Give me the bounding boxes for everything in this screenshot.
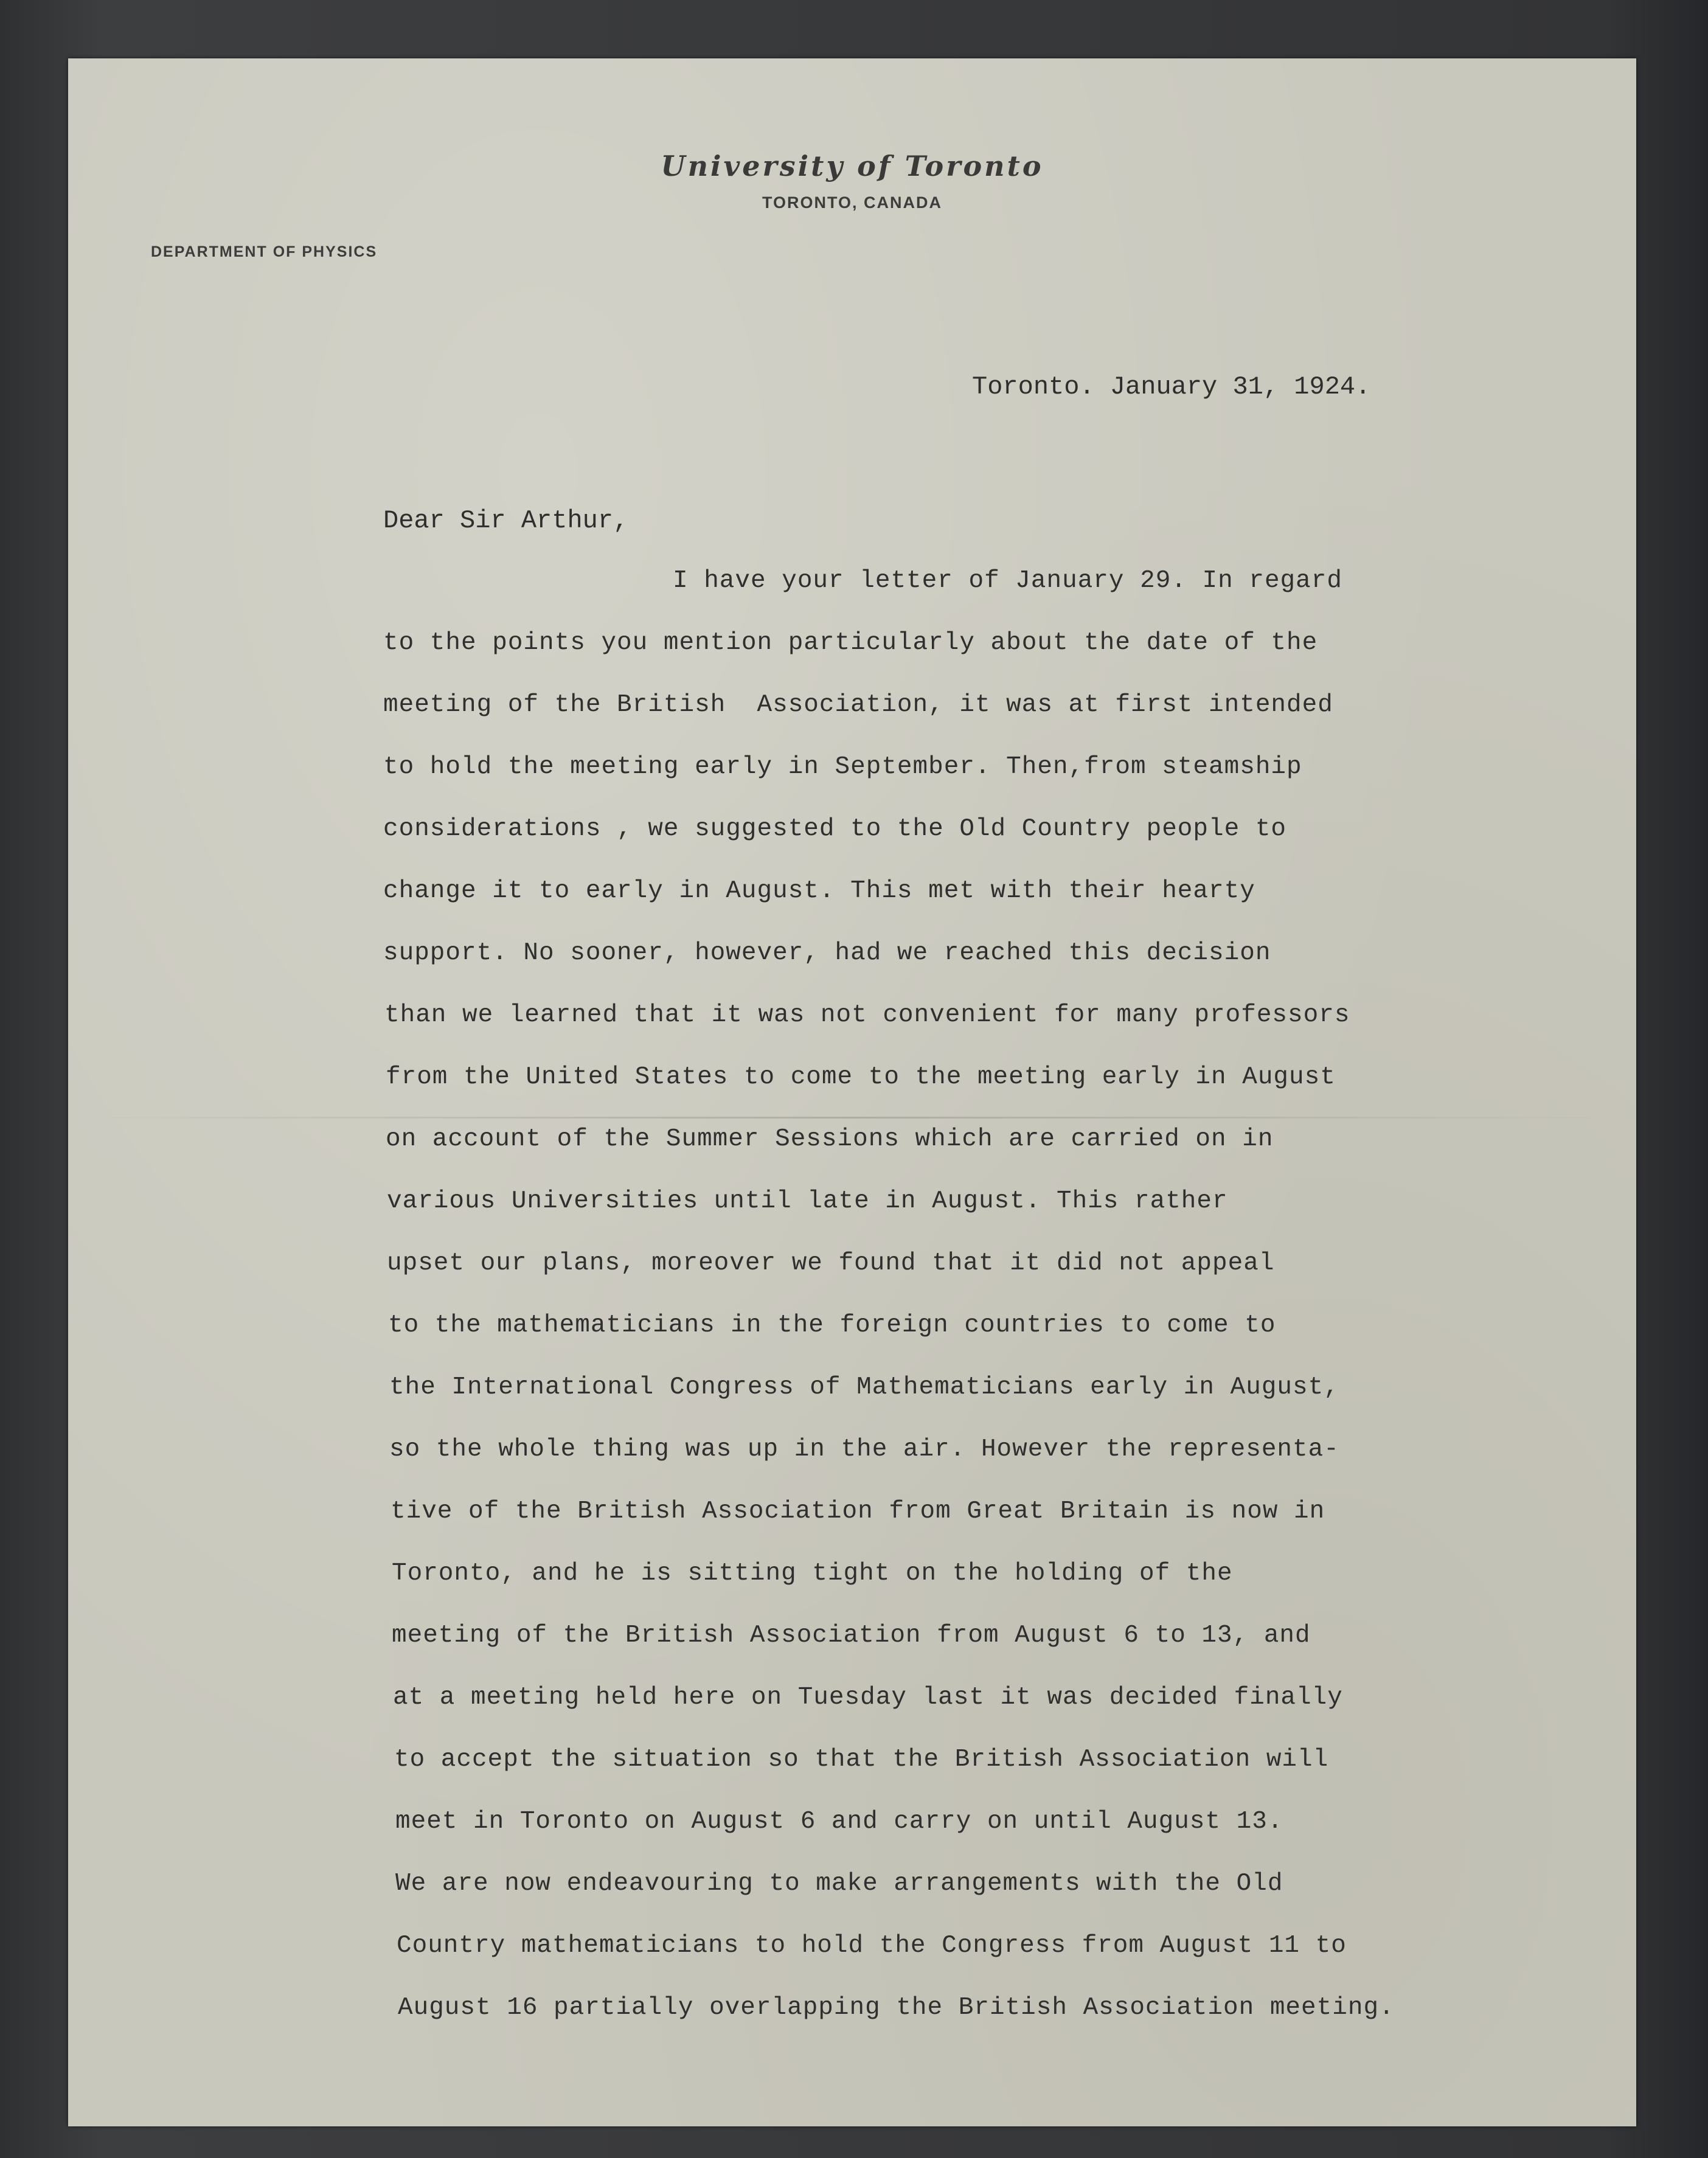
body-line: Toronto, and he is sitting tight on the holding of the — [392, 1560, 1233, 1587]
body-line: so the whole thing was up in the air. However the representa- — [389, 1435, 1339, 1463]
body-line: We are now endeavouring to make arrangements with the Old — [395, 1870, 1283, 1898]
letter-dateline: Toronto. January 31, 1924. — [972, 372, 1371, 401]
body-line: various Universities until late in August. This rather — [387, 1187, 1228, 1215]
body-line: tive of the British Association from Great Britain is now in — [391, 1497, 1325, 1525]
body-line: I have your letter of January 29. In regard — [673, 567, 1342, 595]
body-line: support. No sooner, however, had we reached this decision — [383, 939, 1271, 967]
letterhead-department: DEPARTMENT OF PHYSICS — [151, 243, 378, 260]
body-line: than we learned that it was not convenient for many professors — [384, 1001, 1350, 1029]
body-line: to hold the meeting early in September. Then,from steamship — [383, 753, 1302, 781]
letterhead-location: TORONTO, CANADA — [762, 193, 942, 212]
letter-salutation: Dear Sir Arthur, — [383, 506, 629, 535]
paper-fold-line — [68, 1117, 1636, 1119]
letter-sheet — [68, 58, 1636, 2126]
body-line: from the United States to come to the meeting early in August — [386, 1063, 1336, 1091]
body-line: to the points you mention particularly about the date of the — [383, 629, 1318, 657]
body-line: to the mathematicians in the foreign countries to come to — [388, 1311, 1276, 1339]
body-line: Country mathematicians to hold the Congress from August 11 to — [397, 1932, 1347, 1960]
body-line: meet in Toronto on August 6 and carry on until August 13. — [395, 1808, 1283, 1836]
body-line: at a meeting held here on Tuesday last it was decided finally — [393, 1684, 1343, 1712]
body-line: meeting of the British Association, it was at first intended — [383, 691, 1333, 719]
body-line: considerations , we suggested to the Old Country people to — [383, 815, 1287, 843]
body-line: the International Congress of Mathematicians early in August, — [389, 1373, 1339, 1401]
body-line: to accept the situation so that the British Association will — [394, 1746, 1329, 1774]
body-line: August 16 partially overlapping the British Association meeting. — [398, 1994, 1395, 2022]
body-line: meeting of the British Association from August 6 to 13, and — [392, 1622, 1311, 1650]
body-line: on account of the Summer Sessions which are carried on in — [386, 1125, 1274, 1153]
body-line: change it to early in August. This met with their hearty — [383, 877, 1255, 905]
letterhead-institution: University of Toronto — [661, 150, 1044, 182]
body-line: upset our plans, moreover we found that it did not appeal — [387, 1249, 1275, 1277]
